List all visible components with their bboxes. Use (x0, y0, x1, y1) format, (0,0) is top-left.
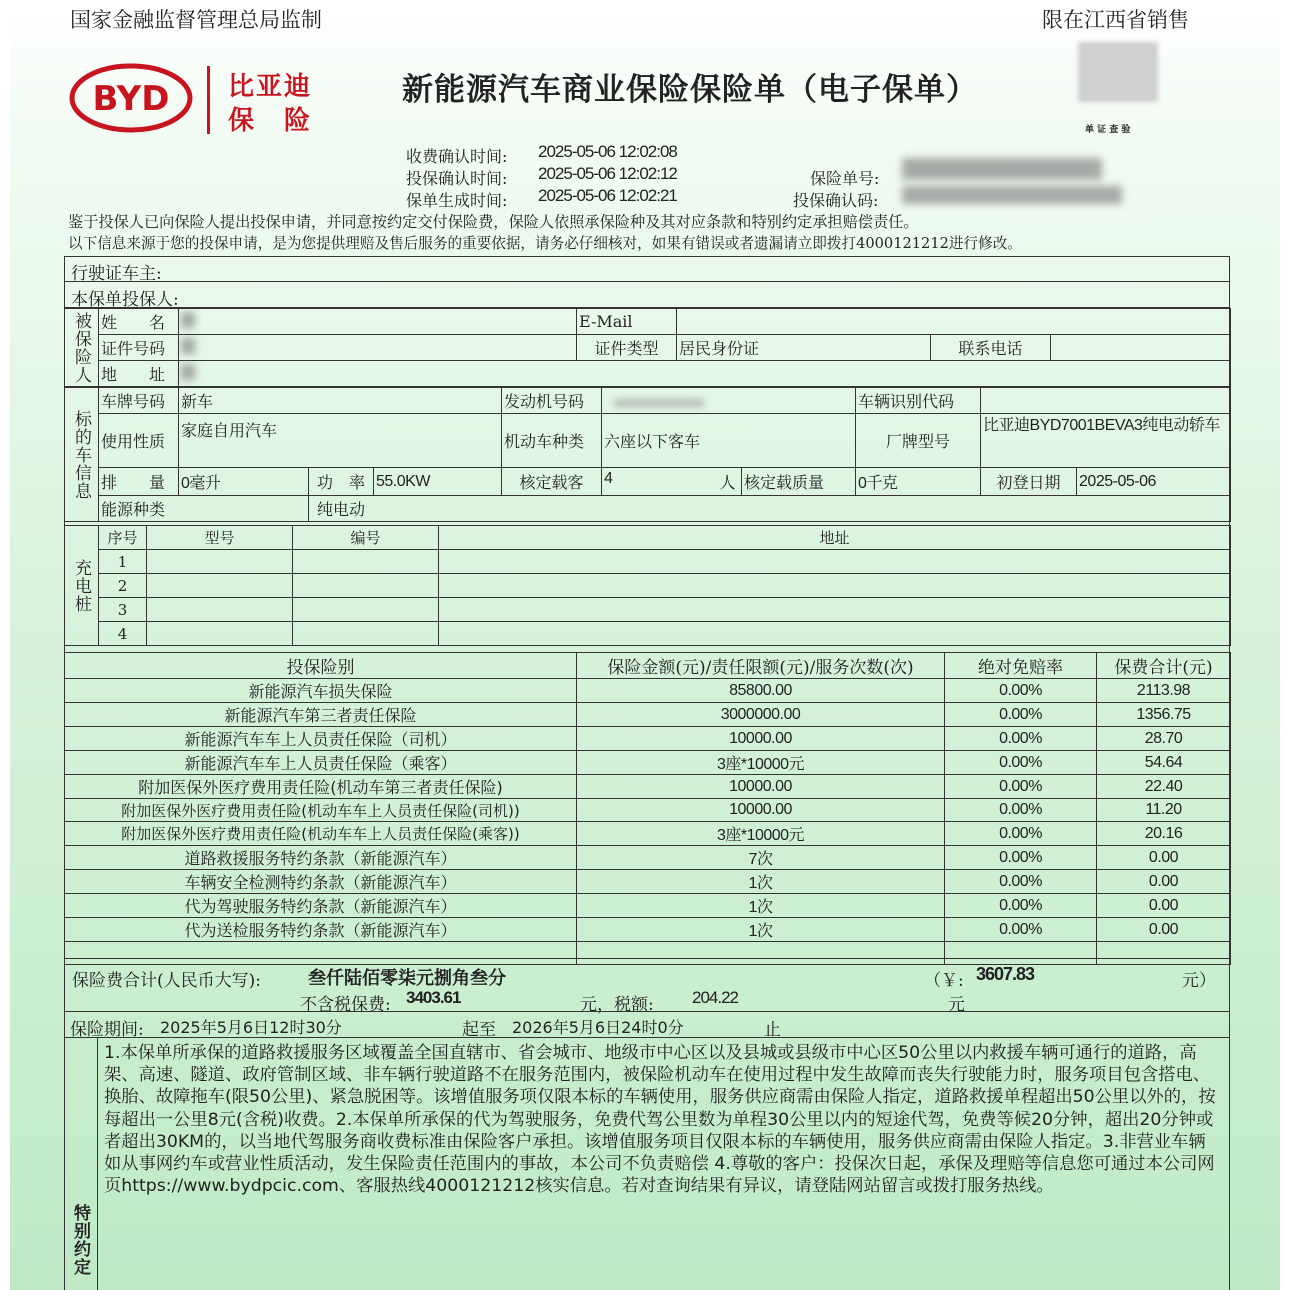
coverage-amount: 1次 (577, 870, 945, 894)
energy-value: 纯电动 (309, 496, 1231, 522)
total-words: 叁仟陆佰零柒元捌角叁分 (308, 968, 506, 989)
vin-label: 车辆识别代码 (856, 388, 981, 414)
vehicle-type-label: 机动车种类 (502, 414, 602, 468)
coverage-name: 新能源汽车损失保险 (65, 679, 577, 703)
coverage-amount: 3座*10000元 (577, 822, 945, 846)
charging-header-address: 地址 (439, 526, 1231, 550)
period-label: 保险期间: (70, 1020, 144, 1040)
pretax-amount: 3403.61 (406, 988, 461, 1007)
charging-row-no: 3 (99, 598, 147, 622)
coverage-row (65, 727, 1231, 751)
coverage-deductible: 0.00% (945, 799, 1097, 822)
policy-no-redacted (902, 158, 1102, 180)
total-yuan-close: 元） (1182, 971, 1216, 991)
coverage-name: 附加医保外医疗费用责任险(机动车车上人员责任保险(乘客)) (65, 822, 577, 846)
coverage-amount: 10000.00 (577, 775, 945, 799)
charging-table (64, 525, 1231, 646)
engine-value-redacted (614, 400, 704, 406)
pay-time-label: 收费确认时间: (406, 147, 508, 166)
tax-unit: 元 (948, 995, 965, 1015)
coverage-header-type: 投保险别 (65, 653, 577, 679)
coverage-row (65, 894, 1231, 918)
confirm-code-redacted (902, 186, 1122, 204)
usage-value: 家庭自用汽车 (179, 414, 502, 468)
special-label-cell (64, 1038, 98, 1290)
coverage-row (65, 870, 1231, 894)
coverage-premium: 0.00 (1097, 894, 1231, 918)
coverage-amount: 85800.00 (577, 679, 945, 703)
logo-divider (207, 66, 210, 134)
coverage-deductible: 0.00% (945, 918, 1097, 942)
coverage-name: 代为驾驶服务特约条款（新能源汽车） (65, 894, 577, 918)
byd-logo (68, 62, 194, 134)
usage-label: 使用性质 (99, 414, 179, 468)
coverage-row (65, 799, 1231, 822)
coverage-name: 代为送检服务特约条款（新能源汽车） (65, 918, 577, 942)
generate-time-value: 2025-05-06 12:02:21 (538, 186, 677, 205)
applicant-label: 本保单投保人: (71, 290, 179, 310)
vehicle-type-value: 六座以下客车 (602, 414, 856, 468)
charging-header-model: 型号 (147, 526, 293, 550)
model-value: 比亚迪BYD7001BEVA3纯电动轿车 (981, 414, 1231, 468)
insured-table (64, 308, 1231, 387)
id-type-value: 居民身份证 (677, 335, 931, 361)
period-mid: 起至 (462, 1020, 496, 1040)
pay-time-value: 2025-05-06 12:02:08 (538, 142, 677, 161)
power-value: 55.0KW (374, 468, 502, 496)
period-tail: 止 (764, 1020, 781, 1040)
coverage-row (65, 918, 1231, 942)
logo-cn-top: 比亚迪 (228, 72, 313, 102)
logo-cn-bottom: 保 险 (228, 106, 313, 136)
coverage-row (65, 703, 1231, 727)
tax-amount: 204.22 (692, 988, 738, 1007)
coverage-deductible: 0.00% (945, 822, 1097, 846)
period-end: 2026年5月6日24时0分 (512, 1018, 684, 1037)
charging-row-no: 4 (99, 622, 147, 646)
insured-address-label: 地 址 (99, 361, 179, 387)
coverage-premium: 11.20 (1097, 799, 1231, 822)
charging-header-no: 序号 (99, 526, 147, 550)
displacement-value: 0毫升 (179, 468, 309, 496)
model-label: 厂牌型号 (856, 414, 981, 468)
coverage-deductible: 0.00% (945, 775, 1097, 799)
notice-line-2: 以下信息来源于您的投保申请，是为您提供理赔及售后服务的重要依据，请务必仔细核对，如果有错误或者遗漏请立即拨打4000121212进行修改。 (68, 235, 1022, 252)
qr-code-redacted (1078, 42, 1158, 102)
phone-value (1051, 335, 1231, 361)
qr-caption: 单 证 查 验 (1085, 125, 1131, 135)
insured-address-redacted (181, 364, 195, 380)
insured-id-label: 证件号码 (99, 335, 179, 361)
coverage-deductible: 0.00% (945, 894, 1097, 918)
coverage-deductible: 0.00% (945, 727, 1097, 751)
coverage-header-amount: 保险金额(元)/责任限额(元)/服务次数(次) (577, 653, 945, 679)
email-value (677, 309, 1231, 335)
coverage-header-deductible: 绝对免赔率 (945, 653, 1097, 679)
coverage-premium: 22.40 (1097, 775, 1231, 799)
coverage-deductible: 0.00% (945, 679, 1097, 703)
reg-date-label: 初登日期 (981, 468, 1077, 496)
special-text: 1.本保单所承保的道路救援服务区域覆盖全国直辖市、省会城市、地级市中心区以及县城或县级市中心区50公里以内救援车辆可通行的道路，高架、高速、隧道、政府管制区域、非车辆行驶道路不在服务范围内，被保险机动车在使用过程中发生故障而丧失行驶能力时，服务项目包含搭电、换胎、故障拖车(限50公里)、紧急脱困等。该增值服务项仅限本标的车辆使用，服务供应商需由保险人指定，道路救援单程超出50公里以外的，按每超出一公里8元(含税)收费。2.本保单所承保的代为驾驶服务，免费代驾公里数为单程30公里以内的短途代驾，免费等候20分钟，超出20分钟或者超出30KM的，以当地代驾服务商收费标准由保险客户承担。该增值服务项目仅限本标的车辆使用，服务供应商需由保险人指定。3.非营业车辆如从事网约车或营业性质活动，发生保险责任范围内的事故，本公司不负责赔偿 4.尊敬的客户：投保次日起，承保及理赔等信息您可通过本公司网页https://www.bydpcic.com、客服热线4000121212核实信息。若对查询结果有异议，请登陆网站留言或拨打服务热线。 (104, 1043, 1216, 1197)
mass-value: 0千克 (856, 468, 981, 496)
coverage-premium: 20.16 (1097, 822, 1231, 846)
coverage-premium: 1356.75 (1097, 703, 1231, 727)
id-type-label: 证件类型 (577, 335, 677, 361)
coverage-amount: 10000.00 (577, 727, 945, 751)
policy-no-label: 保险单号: (810, 169, 880, 188)
totals-block (64, 958, 1230, 1015)
coverage-premium: 0.00 (1097, 918, 1231, 942)
period-row (64, 1012, 1230, 1038)
coverage-header-premium: 保费合计(元) (1097, 653, 1231, 679)
coverage-deductible: 0.00% (945, 870, 1097, 894)
coverage-name: 道路救援服务特约条款（新能源汽车） (65, 846, 577, 870)
displacement-label: 排 量 (99, 468, 179, 496)
coverage-name: 新能源汽车车上人员责任保险（司机） (65, 727, 577, 751)
charging-group-label: 充电桩 (65, 526, 99, 646)
coverage-name: 附加医保外医疗费用责任险(机动车第三者责任保险) (65, 775, 577, 799)
coverage-amount: 1次 (577, 918, 945, 942)
insured-group-label: 被保险人 (65, 309, 99, 387)
special-label: 特别约定 (70, 1204, 90, 1276)
pretax-label: 不含税保费: (300, 995, 391, 1015)
coverage-row (65, 775, 1231, 799)
coverage-amount: 7次 (577, 846, 945, 870)
coverage-deductible: 0.00% (945, 846, 1097, 870)
coverage-premium: 0.00 (1097, 870, 1231, 894)
coverage-premium: 0.00 (1097, 846, 1231, 870)
reg-date-value: 2025-05-06 (1077, 468, 1231, 496)
tax-label: 元，税额: (580, 995, 654, 1015)
charging-header-serial: 编号 (293, 526, 439, 550)
engine-label: 发动机号码 (502, 388, 602, 414)
supervision-text: 国家金融监督管理总局监制 (70, 8, 322, 32)
coverage-deductible: 0.00% (945, 703, 1097, 727)
email-label: E-Mail (577, 309, 677, 335)
document-title: 新能源汽车商业保险保险单（电子保单） (402, 72, 978, 108)
coverage-row (65, 822, 1231, 846)
coverage-name: 新能源汽车车上人员责任保险（乘客） (65, 751, 577, 775)
power-label: 功 率 (309, 468, 374, 496)
coverage-premium: 54.64 (1097, 751, 1231, 775)
confirm-time-value: 2025-05-06 12:02:12 (538, 164, 677, 183)
coverage-amount: 3座*10000元 (577, 751, 945, 775)
mass-label: 核定载质量 (742, 468, 856, 496)
insured-id-redacted (181, 338, 195, 354)
notice-line-1: 鉴于投保人已向保险人提出投保申请，并同意按约定交付保险费，保险人依照承保险种及其对应条款和特别约定承担赔偿责任。 (68, 213, 919, 231)
policy-document (10, 0, 1280, 1290)
seats-value: 4 (604, 470, 613, 487)
byd-logo-text: BYD (92, 79, 170, 119)
seats-unit: 人 (719, 475, 736, 492)
total-amount: 3607.83 (976, 964, 1035, 984)
coverage-deductible: 0.00% (945, 751, 1097, 775)
coverage-row (65, 846, 1231, 870)
coverage-amount: 1次 (577, 894, 945, 918)
vehicle-owner-label: 行驶证车主: (71, 264, 162, 284)
sales-region-text: 限在江西省销售 (1042, 8, 1189, 32)
owner-block (64, 256, 1230, 308)
energy-label: 能源种类 (99, 496, 309, 522)
charging-row-no: 1 (99, 550, 147, 574)
phone-label: 联系电话 (931, 335, 1051, 361)
total-label: 保险费合计(人民币大写): (72, 971, 261, 991)
coverage-table (64, 652, 1231, 965)
insured-name-redacted (181, 312, 195, 328)
total-yen-open: （￥: (924, 971, 964, 991)
confirm-code-label: 投保确认码: (793, 191, 879, 210)
coverage-name: 新能源汽车第三者责任保险 (65, 703, 577, 727)
vehicle-table (64, 387, 1231, 522)
period-start: 2025年5月6日12时30分 (160, 1018, 342, 1037)
coverage-row (65, 679, 1231, 703)
coverage-amount: 10000.00 (577, 799, 945, 822)
generate-time-label: 保单生成时间: (406, 191, 508, 210)
coverage-premium: 2113.98 (1097, 679, 1231, 703)
coverage-row (65, 751, 1231, 775)
coverage-premium: 28.70 (1097, 727, 1231, 751)
vin-value (981, 388, 1231, 414)
plate-label: 车牌号码 (99, 388, 179, 414)
charging-row-no: 2 (99, 574, 147, 598)
byd-logo-mark (68, 62, 194, 134)
coverage-name: 车辆安全检测特约条款（新能源汽车） (65, 870, 577, 894)
plate-value: 新车 (179, 388, 502, 414)
seats-label: 核定载客 (502, 468, 602, 496)
coverage-amount: 3000000.00 (577, 703, 945, 727)
coverage-name: 附加医保外医疗费用责任险(机动车车上人员责任保险(司机)) (65, 799, 577, 822)
insured-name-label: 姓 名 (99, 309, 179, 335)
confirm-time-label: 投保确认时间: (406, 169, 508, 188)
vehicle-group-label: 标的车信息 (65, 388, 99, 522)
